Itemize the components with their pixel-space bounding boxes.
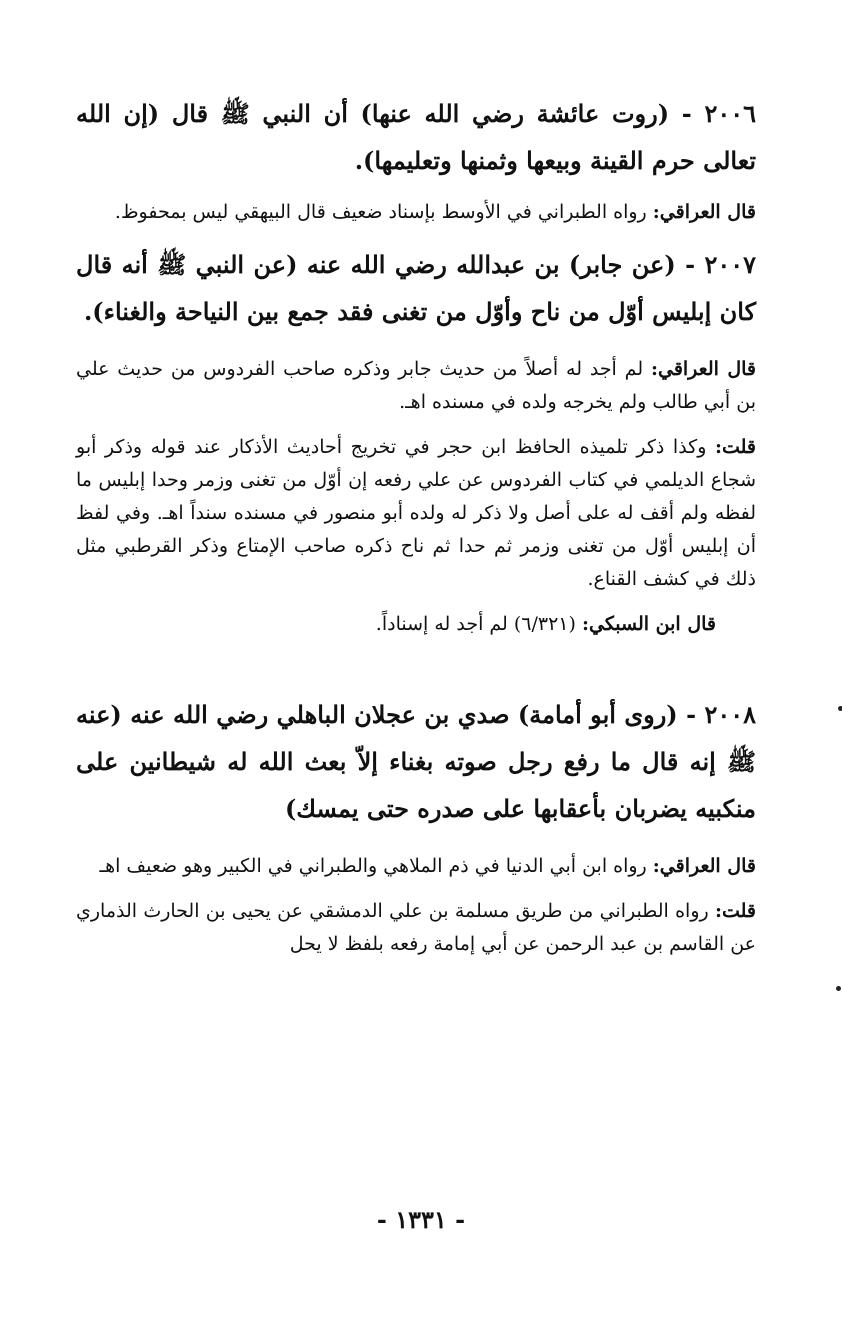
- note-label: قال ابن السبكي:: [581, 613, 716, 635]
- page-number: - ١٣٣١ -: [376, 1205, 466, 1234]
- note-2007-qultu: [76, 431, 756, 596]
- note-text: وكذا ذكر تلميذه الحافظ ابن حجر في تخريج أحاديث الأذكار عند قوله وذكر أبو شجاع الديلمي في كتاب الفردوس عن علي رفعه إن أوّل من تغنى وزمر وحدا إبليس ما لفظه ولم أقف له على أصل ولا ذكر له ولده أبو منصور في مسنده سنداً اهـ. وفي لفظ أن إبليس أوّل من تغنى وزمر ثم حدا ثم ناح ذكره صاحب الإمتاع وذكر القرطبي مثل ذلك في كشف القناع.: [76, 436, 756, 590]
- note-2008-qultu: [76, 895, 756, 961]
- margin-dot: [838, 706, 842, 711]
- note-text: رواه الطبراني من طريق مسلمة بن علي الدمشقي عن يحيى بن الحارث الذماري عن القاسم بن عبد الرحمن عن أبي إمامة رفعه بلفظ لا يحل: [76, 900, 756, 955]
- hadith-2007: ٢٠٠٧ - (عن جابر) بن عبدالله رضي الله عنه (عن النبي ﷺ أنه قال كان إبليس أوّل من ناح وأوّل من تغنى فقد جمع بين النياحة والغناء).: [76, 250, 756, 326]
- hadith-2008: ٢٠٠٨ - (روى أبو أمامة) صدي بن عجلان الباهلي رضي الله عنه (عنه ﷺ إنه قال ما رفع رجل صوته بغناء إلاّ بعث الله له شيطانين على منكبيه يضربان بأعقابها على صدره حتى يمسك): [76, 700, 756, 823]
- note-text: رواه الطبراني في الأوسط بإسناد ضعيف قال البيهقي ليس بمحفوظ.: [114, 201, 653, 223]
- note-label: قال العراقي:: [652, 855, 756, 877]
- note-text: (٦/٣٢١) لم أجد له إسناداً.: [375, 613, 582, 635]
- note-label: قال العراقي:: [652, 201, 756, 223]
- note-2006-iraqi: [76, 196, 756, 229]
- margin-dot: [836, 986, 841, 991]
- note-2007-iraqi: [76, 353, 756, 419]
- note-text: رواه ابن أبي الدنيا في ذم الملاهي والطبراني في الكبير وهو ضعيف اهـ: [99, 855, 653, 877]
- note-label: قلت:: [714, 900, 756, 922]
- note-2007-subki: [76, 608, 756, 641]
- note-2008-iraqi: [76, 850, 756, 883]
- page-body: [76, 90, 756, 961]
- hadith-2006: ٢٠٠٦ - (روت عائشة رضي الله عنها) أن النبي ﷺ قال (إن الله تعالى حرم القينة وبيعها وثمنها وتعليمها).: [76, 99, 756, 175]
- note-label: قال العراقي:: [650, 358, 756, 380]
- note-text: لم أجد له أصلاً من حديث جابر وذكره صاحب الفردوس من حديث علي بن أبي طالب ولم يخرجه ولده في مسنده اهـ.: [76, 358, 756, 413]
- note-label: قلت:: [714, 436, 756, 458]
